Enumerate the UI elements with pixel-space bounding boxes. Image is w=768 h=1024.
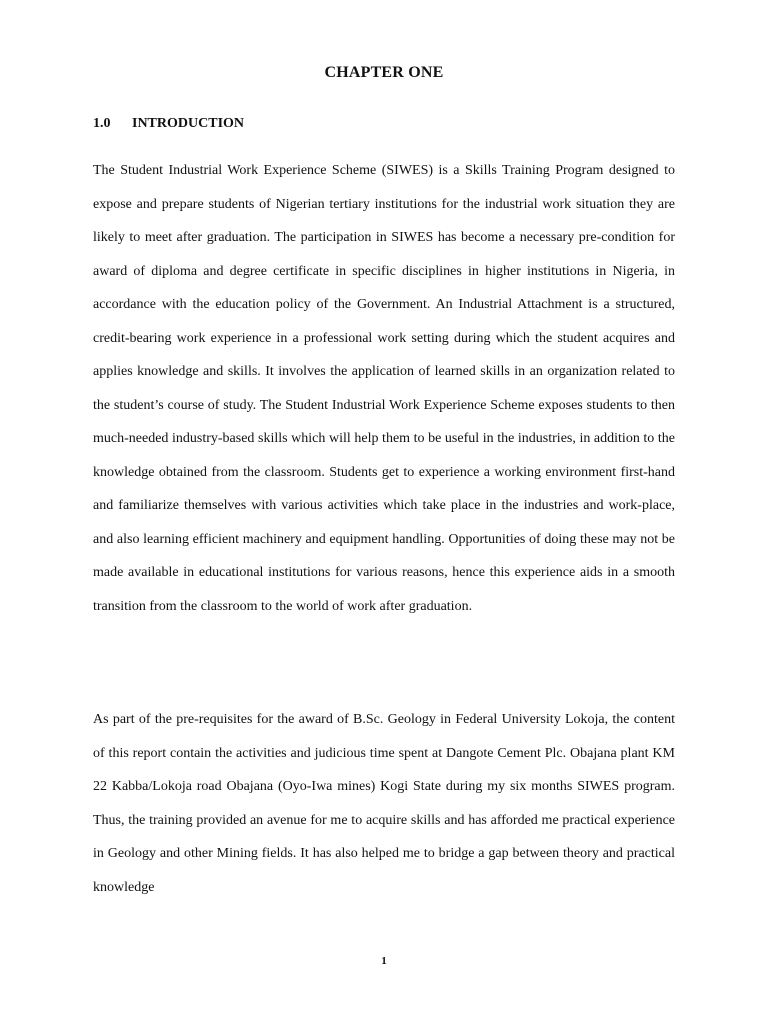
section-heading (93, 116, 244, 132)
paragraph-2: As part of the pre-requisites for the award of B.Sc. Geology in Federal University Lokoja, the content of this report contain the activities and judicious time spent at Dangote Cement Plc. Obajana plant KM 22 Kabba/Lokoja road Obajana (Oyo-Iwa mines) Kogi State during my six months SIWES program. Thus, the training provided an avenue for me to acquire skills and has afforded me practical experience in Geology and other Mining fields. It has also helped me to bridge a gap between theory and practical knowledge (93, 712, 675, 895)
page-number: 1 (381, 955, 387, 967)
section-number: 1.0 (93, 116, 111, 131)
paragraph-1: The Student Industrial Work Experience Scheme (SIWES) is a Skills Training Program designed to expose and prepare students of Nigerian tertiary institutions for the industrial work situation they are likely to meet after graduation. The participation in SIWES has become a necessary pre-condition for award of diploma and degree certificate in specific disciplines in higher institutions in Nigeria, in accordance with the education policy of the Government. An Industrial Attachment is a structured, credit-bearing work experience in a professional work setting during which the student acquires and applies knowledge and skills. It involves the application of learned skills in an organization related to the student’s course of study. The Student Industrial Work Experience Scheme exposes students to then much-needed industry-based skills which will help them to be useful in the industries, in addition to the knowledge obtained from the classroom. Students get to experience a working environment first-hand and familiarize themselves with various activities which take place in the industries and work-place, and also learning efficient machinery and equipment handling. Opportunities of doing these may not be made available in educational institutions for various reasons, hence this experience aids in a smooth transition from the classroom to the world of work after graduation. (93, 163, 675, 614)
section-title: INTRODUCTION (132, 116, 245, 131)
chapter-title: CHAPTER ONE (324, 64, 444, 81)
